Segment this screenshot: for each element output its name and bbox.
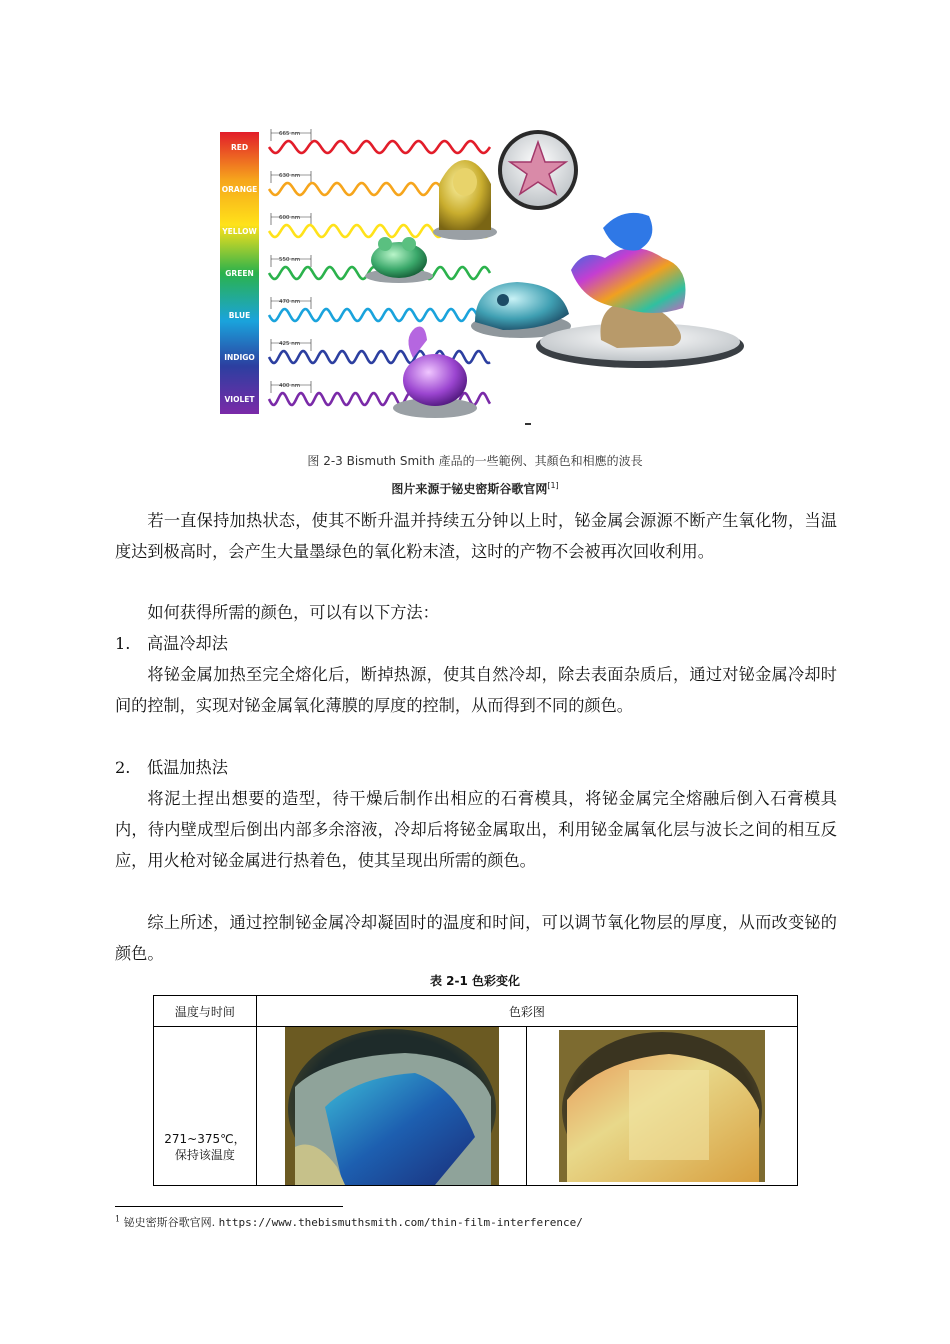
table-cell-condition xyxy=(154,1027,257,1186)
band-wavelength-blue: 470 nm xyxy=(279,299,301,305)
footnote-rule xyxy=(115,1206,343,1207)
band-label-green: GREEN xyxy=(225,269,254,278)
list-item-2-number: 2. xyxy=(115,758,131,777)
spectrum-figure xyxy=(203,108,749,430)
table-header-row xyxy=(154,996,798,1027)
band-label-indigo: INDIGO xyxy=(224,353,255,362)
rainbow-dragon-figure xyxy=(536,213,744,368)
list-item-1 xyxy=(115,628,228,659)
footnote-url: https://www.thebismuthsmith.com/thin-film-interference/ xyxy=(218,1216,583,1229)
figure-source xyxy=(0,480,950,497)
list-item-2 xyxy=(115,752,228,783)
footnote xyxy=(115,1214,583,1230)
table-cell-image-blue xyxy=(256,1027,527,1186)
band-label-yellow: YELLOW xyxy=(222,227,257,236)
band-label-orange: ORANGE xyxy=(221,185,258,194)
starfish-coin-figure xyxy=(498,130,578,210)
paragraph-2: 如何获得所需的颜色，可以有以下方法： xyxy=(147,603,439,622)
footnote-text: 铋史密斯谷歌官网. xyxy=(123,1216,219,1229)
band-wave-blue xyxy=(269,309,490,321)
color-change-table xyxy=(153,995,798,1186)
frog-figure xyxy=(365,237,433,283)
paragraph-4: 将泥土捏出想要的造型，待干燥后制作出相应的石膏模具，将铋金属完全熔融后倒入石膏模具内，待内壁成型后倒出内部多余溶液，冷却后将铋金属取出，利用铋金属氧化层与波长之间的相互反应，用火枪对铋金属进行热着色，使其呈现出所需的颜色。 xyxy=(115,789,837,870)
table-cell-image-gold xyxy=(527,1027,798,1186)
band-wavelength-indigo: 425 nm xyxy=(279,341,301,347)
figure-caption: 图 2-3 Bismuth Smith 產品的一些範例、其顏色和相應的波長 xyxy=(307,454,643,468)
list-item-1-number: 1. xyxy=(115,634,131,653)
pharaoh-figure xyxy=(433,160,497,240)
teal-skull-figure xyxy=(471,282,571,338)
table-row xyxy=(154,1027,798,1186)
list-item-2-title: 低温加热法 xyxy=(147,758,228,777)
table-title: 表 2-1 色彩变化 xyxy=(429,974,521,988)
band-label-blue: BLUE xyxy=(228,311,251,320)
band-wavelength-red: 665 nm xyxy=(279,131,301,137)
band-wavelength-green: 550 nm xyxy=(279,257,301,263)
footnote-marker: 1 xyxy=(115,1214,121,1224)
elephant-figure xyxy=(393,327,477,419)
band-wavelength-violet: 400 nm xyxy=(279,383,301,389)
condition-text: 271~375℃，保持该温度 xyxy=(164,1132,246,1162)
list-item-1-title: 高温冷却法 xyxy=(147,634,228,653)
paragraph-5: 综上所述，通过控制铋金属冷却凝固时的温度和时间，可以调节氧化物层的厚度，从而改变铋的颜色。 xyxy=(115,913,837,963)
band-wavelength-yellow: 600 nm xyxy=(279,215,301,221)
figure-source-text: 图片来源于铋史密斯谷歌官网 xyxy=(391,482,548,496)
figure-source-ref: [1] xyxy=(547,481,559,490)
bismuth-gold-photo xyxy=(559,1030,765,1182)
paragraph-1: 若一直保持加热状态，使其不断升温并持续五分钟以上时，铋金属会源源不断产生氧化物，当温度达到极高时，会产生大量墨绿色的氧化粉末渣，这时的产物不会被再次回收利用。 xyxy=(115,511,837,561)
table-header-condition: 温度与时间 xyxy=(154,996,257,1027)
band-wavelength-orange: 630 nm xyxy=(279,173,301,179)
band-label-violet: VIOLET xyxy=(224,395,255,404)
paragraph-3: 将铋金属加热至完全熔化后，断掉热源，使其自然冷却，除去表面杂质后，通过对铋金属冷却时间的控制，实现对铋金属氧化薄膜的厚度的控制，从而得到不同的颜色。 xyxy=(115,665,837,715)
bismuth-blue-photo xyxy=(285,1027,499,1185)
band-label-red: RED xyxy=(230,143,249,152)
spectrum-figure-art xyxy=(203,108,749,430)
band-wave-red xyxy=(269,141,490,153)
table-header-images: 色彩图 xyxy=(256,996,797,1027)
